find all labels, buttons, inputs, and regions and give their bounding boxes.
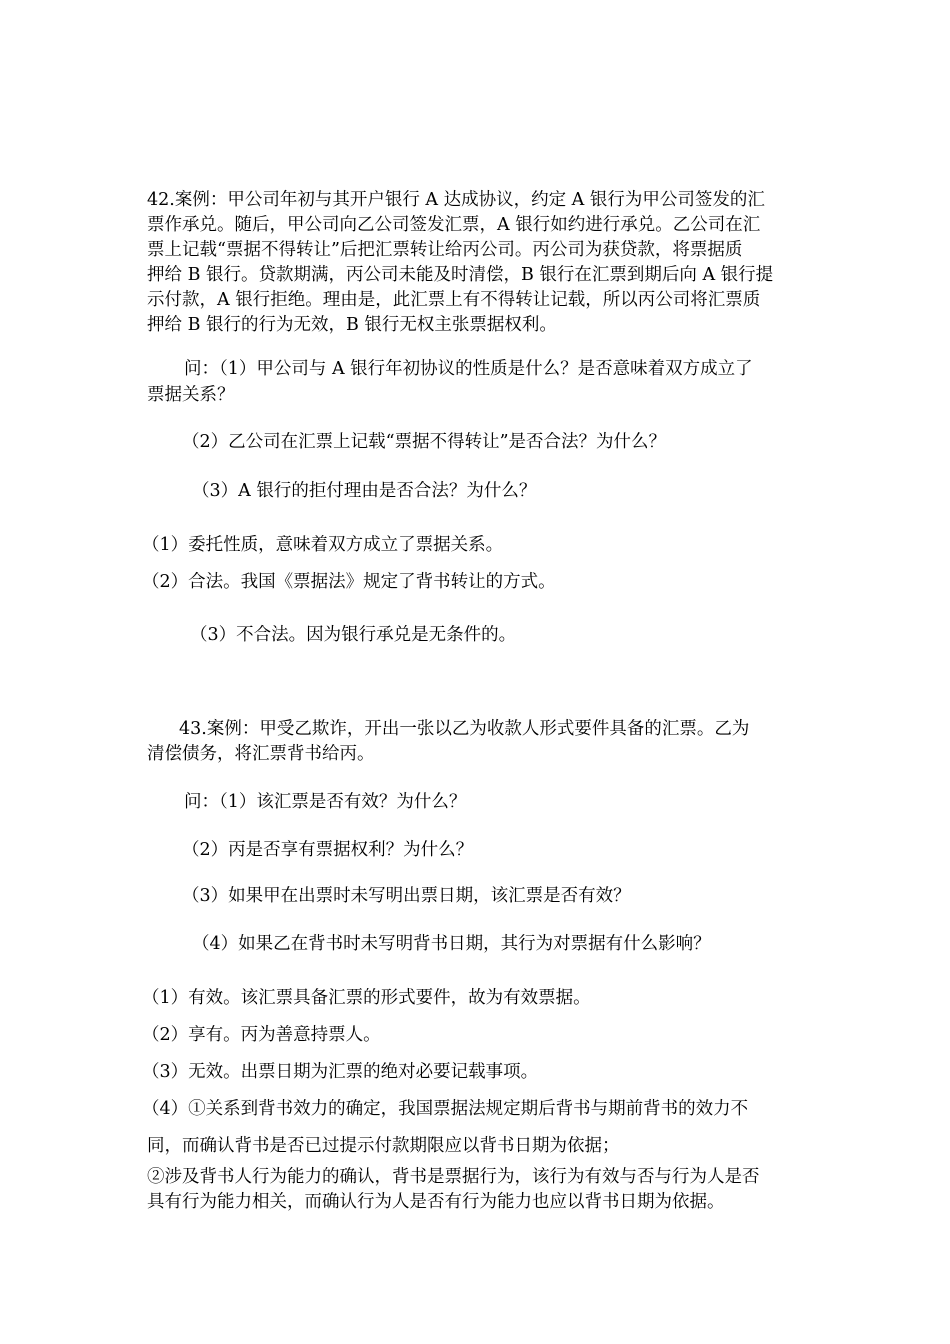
case42-question-1: 问：（1）甲公司与 A 银行年初协议的性质是什么？是否意味着双方成立了 [184, 359, 753, 379]
case43-answer-3: （3）无效。出票日期为汇票的绝对必要记载事项。 [142, 1062, 539, 1082]
case42-answer-2: （2）合法。我国《票据法》规定了背书转让的方式。 [142, 572, 556, 592]
case43-question-4: （4）如果乙在背书时未写明背书日期，其行为对票据有什么影响？ [192, 934, 711, 954]
case43-question-1: 问：（1）该汇票是否有效？为什么？ [184, 792, 467, 812]
case42-answer-1: （1）委托性质，意味着双方成立了票据关系。 [142, 535, 504, 555]
case42-text-line: 42.案例：甲公司年初与其开户银行 A 达成协议，约定 A 银行为甲公司签发的汇 [147, 190, 765, 210]
case43-answer-4: （4）①关系到背书效力的确定，我国票据法规定期后背书与期前背书的效力不 [142, 1099, 749, 1119]
case42-text-line: 押给 B 银行。贷款期满，丙公司未能及时清偿，B 银行在汇票到期后向 A 银行提 [147, 265, 774, 285]
case43-text-line: 43.案例：甲受乙欺诈，开出一张以乙为收款人形式要件具备的汇票。乙为 [179, 719, 750, 739]
case42-question-3: （3）A 银行的拒付理由是否合法？为什么？ [192, 481, 537, 501]
case43-text-line: 清偿债务，将汇票背书给丙。 [147, 744, 375, 764]
case43-question-3: （3）如果甲在出票时未写明出票日期，该汇票是否有效？ [182, 886, 631, 906]
case42-text-line: 票作承兑。随后，甲公司向乙公司签发汇票，A 银行如约进行承兑。乙公司在汇 [147, 215, 761, 235]
case43-answer-2: （2）享有。丙为善意持票人。 [142, 1025, 381, 1045]
case43-answer-4-point-2-cont: 具有行为能力相关，而确认行为人是否有行为能力也应以背书日期为依据。 [147, 1192, 725, 1212]
case42-text-line: 示付款，A 银行拒绝。理由是，此汇票上有不得转让记载，所以丙公司将汇票质 [147, 290, 761, 310]
case43-answer-4-cont: 同，而确认背书是否已过提示付款期限应以背书日期为依据； [147, 1136, 620, 1156]
case43-question-2: （2）丙是否享有票据权利？为什么？ [182, 840, 474, 860]
case42-question-2: （2）乙公司在汇票上记载“票据不得转让”是否合法？为什么？ [182, 432, 667, 452]
case42-text-line: 票上记载“票据不得转让”后把汇票转让给丙公司。丙公司为获贷款，将票据质 [147, 240, 743, 260]
case43-answer-1: （1）有效。该汇票具备汇票的形式要件，故为有效票据。 [142, 988, 591, 1008]
case42-question-1-cont: 票据关系？ [147, 385, 235, 405]
case42-answer-3: （3）不合法。因为银行承兑是无条件的。 [190, 625, 517, 645]
case43-answer-4-point-2: ②涉及背书人行为能力的确认，背书是票据行为，该行为有效与否与行为人是否 [147, 1167, 760, 1187]
case42-text-line: 押给 B 银行的行为无效，B 银行无权主张票据权利。 [147, 315, 557, 335]
